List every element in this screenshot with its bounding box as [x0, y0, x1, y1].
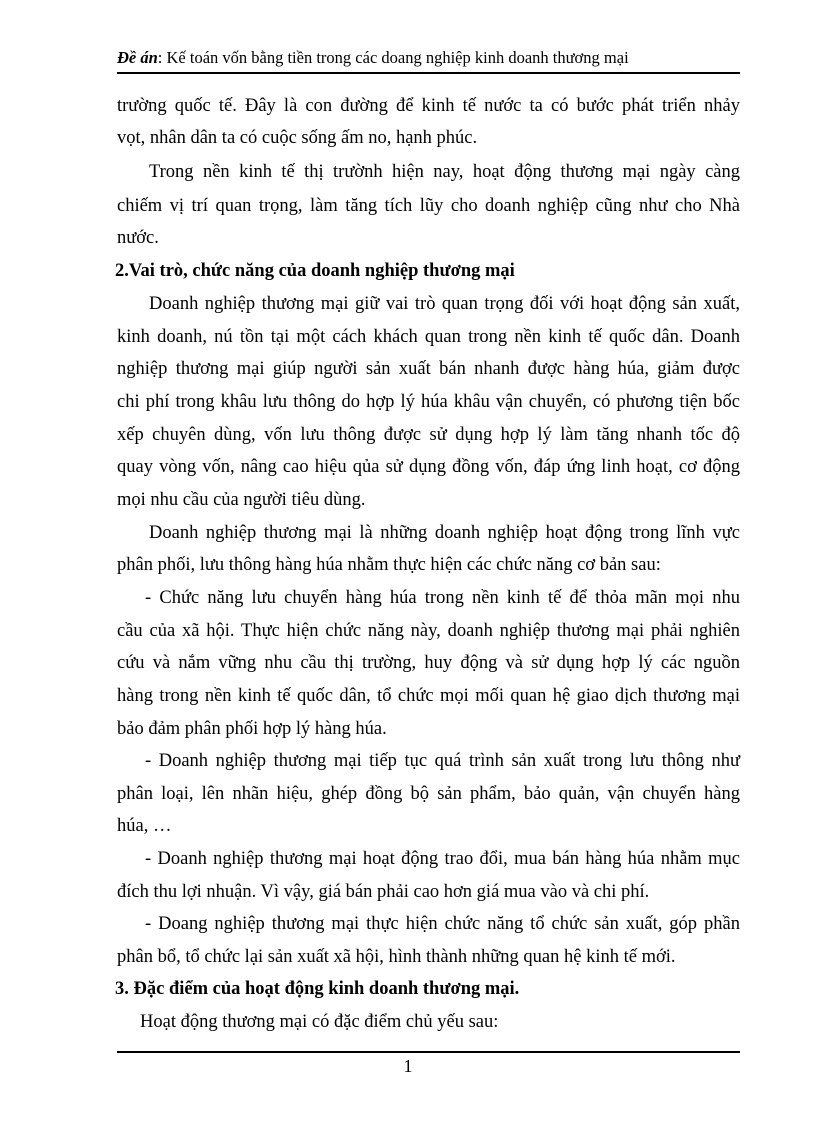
- text-line: Doanh nghiệp thương mại là những doanh nghiệp hoạt động trong lĩnh vực: [149, 523, 740, 543]
- header-text: [117, 48, 629, 68]
- text-line: cứu và nắm vững nhu cầu thị trường, huy động và sử dụng hợp lý các nguồn: [117, 653, 740, 673]
- page-header: [117, 48, 740, 74]
- text-line: mọi nhu cầu của người tiêu dùng.: [117, 490, 366, 510]
- bullet-line: - Doanh nghiệp thương mại hoạt động trao đổi, mua bán hàng húa nhằm mục: [145, 849, 740, 869]
- header-label: Đề án: [117, 48, 158, 67]
- text-line: hàng trong nền kinh tế quốc dân, tổ chức mọi mối quan hệ giao dịch thương mại: [117, 686, 740, 706]
- text-line: húa, …: [117, 816, 172, 836]
- text-line: kinh doanh, nú tồn tại một cách khách quan trong nền kinh tế quốc dân. Doanh: [117, 327, 740, 347]
- header-title: : Kế toán vốn bằng tiền trong các doang nghiệp kinh doanh thương mại: [157, 48, 629, 67]
- text-line: phân loại, lên nhãn hiệu, ghép đồng bộ sản phẩm, bảo quản, vận chuyển hàng: [117, 784, 740, 804]
- text-line: Trong nền kinh tế thị trườnh hiện nay, hoạt động thương mại ngày càng: [149, 162, 740, 182]
- bullet-line: - Doang nghiệp thương mại thực hiện chức năng tổ chức sản xuất, góp phần: [145, 914, 740, 934]
- footer-rule: [117, 1051, 740, 1053]
- text-line: bảo đảm phân phối hợp lý hàng húa.: [117, 719, 387, 739]
- text-line: Hoạt động thương mại có đặc điểm chủ yếu sau:: [140, 1012, 499, 1032]
- text-line: vọt, nhân dân ta có cuộc sống ấm no, hạnh phúc.: [117, 128, 478, 148]
- bullet-line: - Doanh nghiệp thương mại tiếp tục quá trình sản xuất trong lưu thông như: [145, 751, 740, 771]
- text-line: chiếm vị trí quan trọng, làm tăng tích lũy cho doanh nghiệp cũng như cho Nhà: [117, 196, 740, 216]
- text-line: chi phí trong khâu lưu thông do hợp lý húa khâu vận chuyển, có phương tiện bốc: [117, 392, 740, 412]
- text-line: nước.: [117, 228, 159, 248]
- text-line: quay vòng vốn, nâng cao hiệu qủa sử dụng đồng vốn, đáp ứng linh hoạt, cơ động: [117, 457, 740, 477]
- section-heading: 2.Vai trò, chức năng của doanh nghiệp thương mại: [115, 261, 515, 281]
- text-line: phân phối, lưu thông hàng húa nhằm thực hiện các chức năng cơ bản sau:: [117, 555, 661, 575]
- text-line: đích thu lợi nhuận. Vì vậy, giá bán phải cao hơn giá mua vào và chi phí.: [117, 882, 650, 902]
- section-heading: 3. Đặc điểm của hoạt động kinh doanh thương mại.: [115, 979, 520, 999]
- text-line: cầu của xã hội. Thực hiện chức năng này, doanh nghiệp thương mại phải nghiên: [117, 621, 740, 641]
- text-line: trường quốc tế. Đây là con đường để kinh tế nước ta có bước phát triển nhảy: [117, 96, 740, 116]
- text-line: xếp chuyên dùng, vốn lưu thông được sử dụng hợp lý làm tăng nhanh tốc độ: [117, 425, 740, 445]
- text-line: phân bổ, tổ chức lại sản xuất xã hội, hình thành những quan hệ kinh tế mới.: [117, 947, 676, 967]
- page-number: 1: [403, 1056, 413, 1076]
- text-line: Doanh nghiệp thương mại giữ vai trò quan trọng đối với hoạt động sản xuất,: [149, 294, 740, 314]
- text-line: nghiệp thương mại giúp người sản xuất bán nhanh được hàng húa, giảm được: [117, 359, 740, 379]
- bullet-line: - Chức năng lưu chuyển hàng húa trong nền kinh tế để thỏa mãn mọi nhu: [145, 588, 740, 608]
